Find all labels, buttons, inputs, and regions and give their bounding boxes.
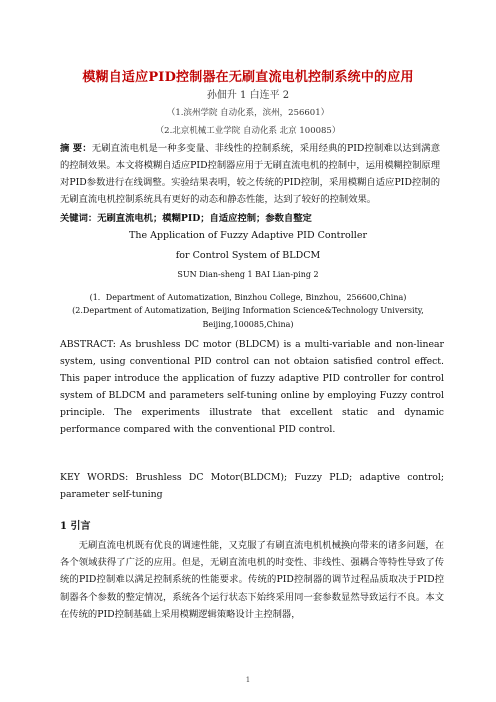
english-affiliation-3: Beijing,100085,China) (202, 320, 294, 329)
abstract-label: 摘 要： (60, 143, 92, 154)
abstract-text: 无刷直流电机是一种多变量、非线性的控制系统，采用经典的PID控制难以达到满意的控制效果。本文将模糊自适应PID控制器应用于无刷直流电机的控制中，运用模糊控制原理对PID参数进行在线调整。实验结果表明，较之传统的PID控制，采用模糊自适应PID控制的无刷直流电机控制系统具有更好的动态和静态性能，达到了较好的控制效果。 (60, 143, 440, 205)
chinese-keywords: 关键词：无刷直流电机；模糊PID；自适应控制；参数自整定 (60, 213, 312, 224)
introduction-paragraph: 无刷直流电机既有优良的调速性能，又克服了有刷直流电机机械换向带来的诸多问题，在各个领域获得了广泛的应用。但是，无刷直流电机的时变性、非线性、强耦合等特性导致了传统的PID控制难以满足控制系统的性能要求。传统的PID控制器的调节过程品质取决于PID控制器各个参数的整定情况，系统各个运行状态下始终采用同一套参数显然导致运行不良。本文在传统的PID控制基础上采用模糊逻辑策略设计主控制器， (60, 540, 444, 620)
english-affiliation-1: (1．Department of Automatization, Binzhou College, Binzhou，256600,China) (89, 293, 407, 302)
paper-title: 模糊自适应PID控制器在无刷直流电机控制系统中的应用 (82, 70, 414, 85)
affiliation-1: （1.滨州学院 自动化系，滨州，256601） (166, 108, 330, 118)
english-title-line-2: for Control System of BLDCM (175, 250, 321, 261)
authors: 孙佃升 1 白连平 2 (206, 90, 290, 101)
english-title-line-1: The Application of Fuzzy Adaptive PID Controller (128, 230, 367, 241)
affiliation-2: （2.北京机械工业学院 自动化系 北京 100085） (155, 126, 341, 136)
page-number: 1 (245, 676, 251, 684)
english-affiliation-2: (2.Department of Automatization, Beijing Information Science&Technology University, (72, 306, 424, 315)
english-keywords: KEY WORDS: Brushless DC Motor(BLDCM); Fuzzy PLD; adaptive control; parameter self-tuning (60, 472, 444, 500)
chinese-abstract (60, 140, 440, 208)
english-abstract: ABSTRACT: As brushless DC motor (BLDCM) is a multi-variable and non-linear system, using conventional PID control can not obtaion satisfied control effect. This paper introduce the application of fuzzy adaptive PID controller for control system of BLDCM and parameters self-tuning online by employing Fuzzy control principle. The experiments illustrate that excellent static and dynamic performance compared with the conventional PID control. (60, 339, 444, 435)
section-heading-introduction: 1 引言 (60, 521, 91, 532)
english-authors: SUN Dian-sheng 1 BAI Lian-ping 2 (177, 270, 319, 279)
